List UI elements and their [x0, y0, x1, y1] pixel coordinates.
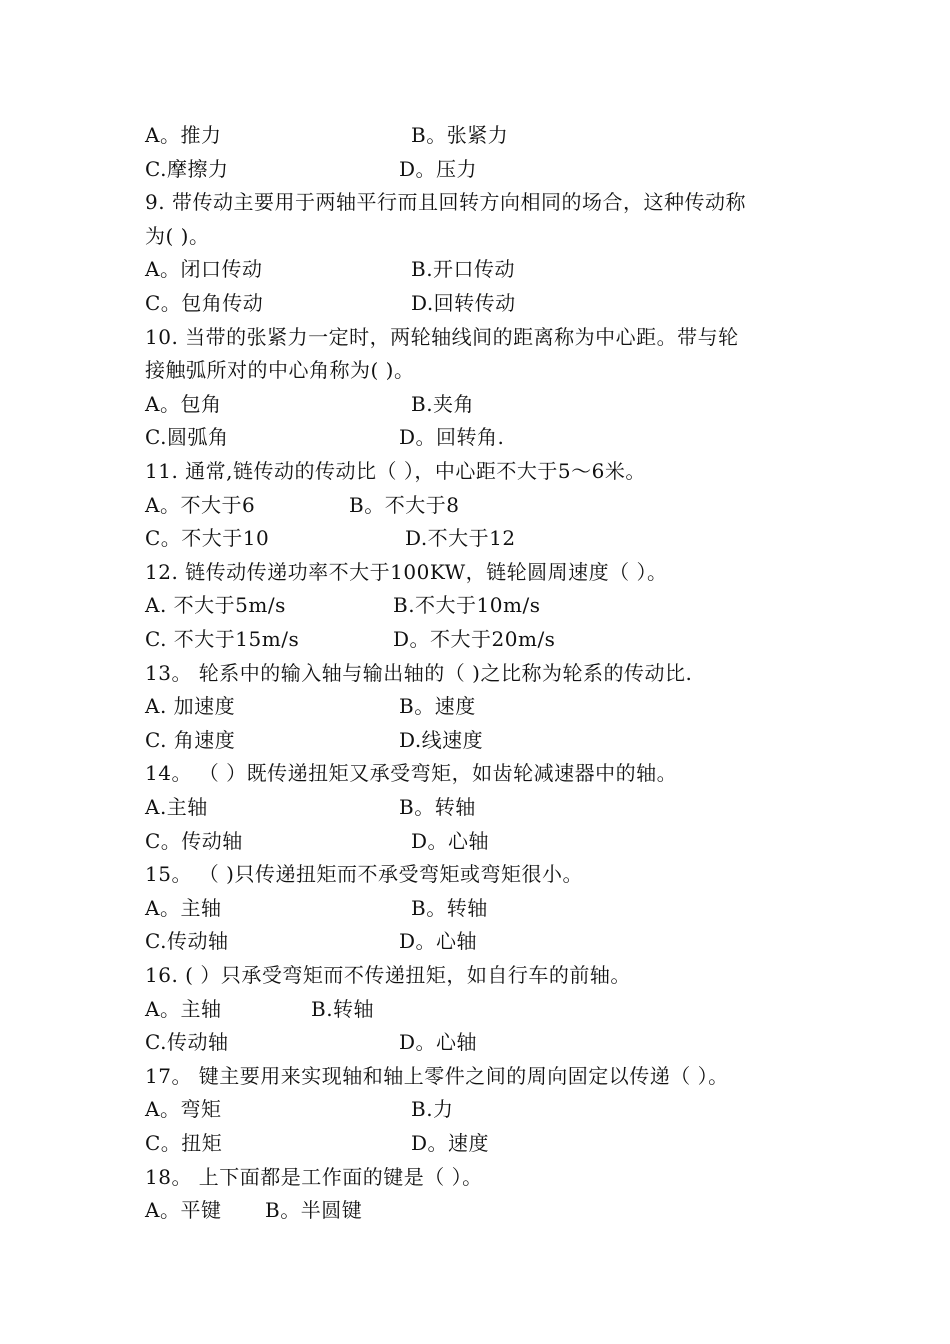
answer-option: B.力: [411, 1097, 454, 1122]
answer-option: B。速度: [399, 694, 476, 719]
answer-option: C。传动轴: [145, 828, 243, 853]
answer-option: B。不大于8: [349, 492, 460, 517]
answer-option: D.回转传动: [411, 291, 516, 315]
answer-option: A。包角: [145, 391, 222, 416]
answer-option: C. 角速度: [145, 727, 236, 752]
answer-option: C.圆弧角: [145, 425, 229, 450]
answer-option: A。不大于6: [145, 492, 256, 517]
answer-option: A. 不大于5m/s: [145, 593, 286, 618]
answer-option: A。平键: [145, 1198, 222, 1223]
question-line: 18。 上下面都是工作面的键是（ ）。: [145, 1164, 483, 1189]
question-line: 9. 带传动主要用于两轴平行而且回转方向相同的场合，这种传动称: [145, 190, 746, 215]
question-line: 接触弧所对的中心角称为( )。: [145, 358, 415, 383]
answer-option: D。心轴: [399, 1030, 478, 1055]
answer-option: C。不大于10: [145, 526, 270, 551]
answer-option: A。闭口传动: [145, 257, 263, 282]
answer-option: D。心轴: [399, 929, 478, 954]
question-line: 17。 键主要用来实现轴和轴上零件之间的周向固定以传递（ ）。: [145, 1063, 729, 1088]
question-line: 14。 （ ）既传递扭矩又承受弯矩，如齿轮减速器中的轴。: [145, 761, 678, 786]
answer-option: D。不大于20m/s: [393, 627, 556, 651]
answer-option: A.主轴: [145, 795, 208, 819]
question-line: 13。 轮系中的输入轴与输出轴的（ )之比称为轮系的传动比.: [145, 660, 693, 685]
answer-option: D。压力: [399, 156, 478, 181]
answer-option: B.转轴: [311, 996, 375, 1021]
answer-option: B。张紧力: [411, 123, 509, 147]
question-line: 11. 通常,链传动的传动比（ ），中心距不大于5～6米。: [145, 459, 646, 483]
question-line: 12. 链传动传递功率不大于100KW，链轮圆周速度（ ）。: [145, 559, 668, 584]
answer-option: A. 加速度: [145, 694, 236, 719]
answer-option: C。扭矩: [145, 1131, 223, 1155]
question-line: 10. 当带的张紧力一定时，两轮轴线间的距离称为中心距。带与轮: [145, 324, 739, 349]
answer-option: A。主轴: [145, 996, 222, 1021]
answer-option: D。速度: [411, 1131, 490, 1155]
answer-option: B。转轴: [399, 795, 476, 819]
answer-option: A。主轴: [145, 895, 222, 920]
answer-option: C.传动轴: [145, 929, 229, 954]
answer-option: A。弯矩: [145, 1097, 222, 1122]
answer-option: C.传动轴: [145, 1030, 229, 1055]
question-line: 为( )。: [145, 223, 210, 248]
answer-option: D.不大于12: [405, 526, 516, 551]
answer-option: C。包角传动: [145, 291, 264, 315]
answer-option: C.摩擦力: [145, 156, 229, 181]
question-line: 16. ( ）只承受弯矩而不传递扭矩，如自行车的前轴。: [145, 963, 631, 987]
answer-option: C. 不大于15m/s: [145, 627, 300, 651]
answer-option: A。推力: [145, 123, 222, 147]
answer-option: B.夹角: [411, 391, 475, 416]
answer-option: B.开口传动: [411, 257, 516, 282]
answer-option: B。半圆键: [265, 1198, 363, 1223]
answer-option: B.不大于10m/s: [393, 593, 541, 618]
answer-option: D.线速度: [399, 727, 484, 752]
answer-option: B。转轴: [411, 895, 488, 920]
answer-option: D。心轴: [411, 828, 490, 853]
answer-option: D。回转角.: [399, 425, 505, 450]
question-line: 15。 （ )只传递扭矩而不承受弯矩或弯矩很小。: [145, 862, 583, 887]
